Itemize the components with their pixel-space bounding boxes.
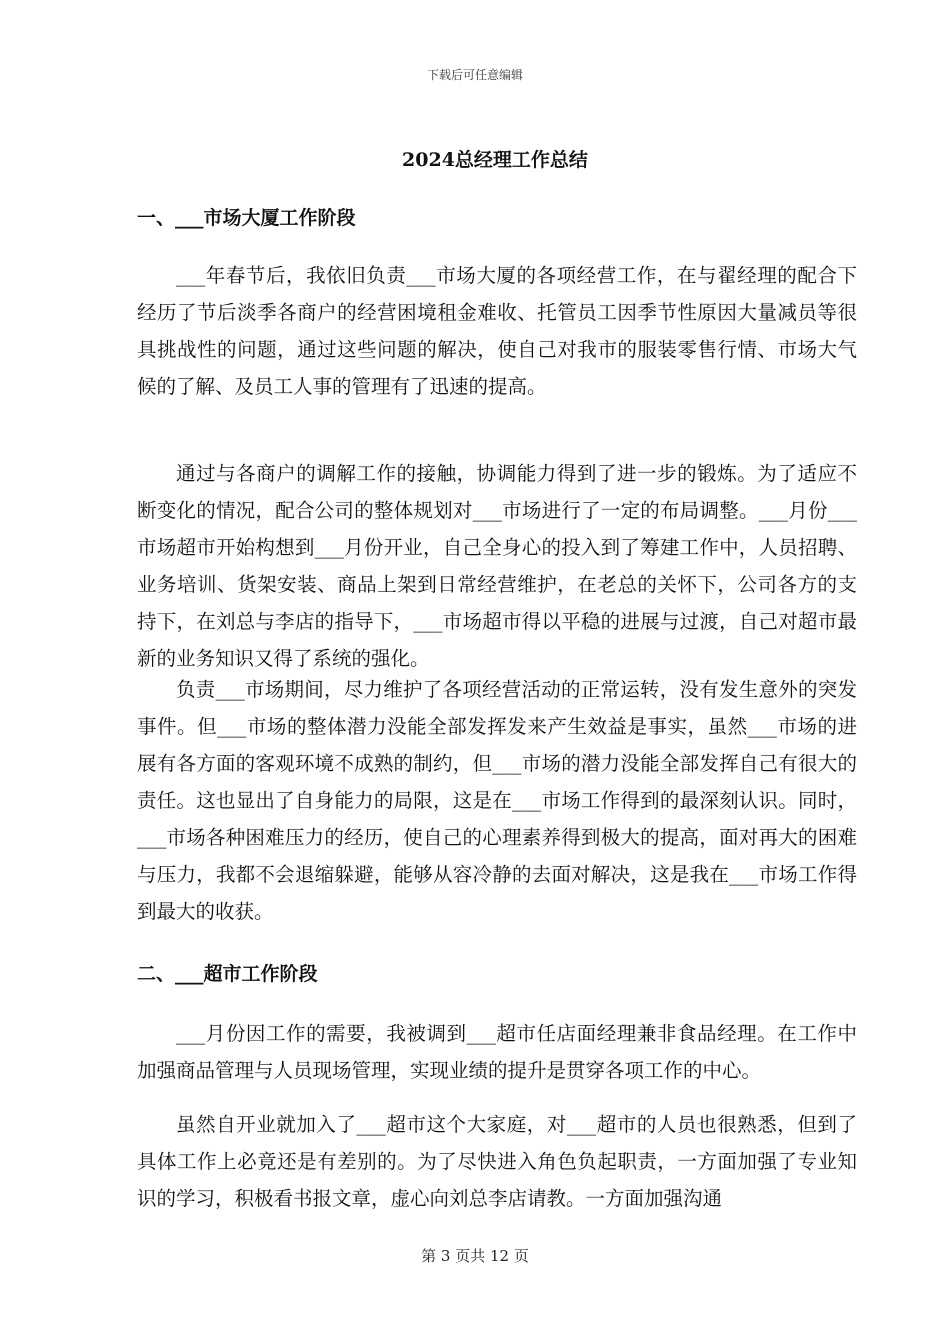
paragraph-1-3: 负责___市场期间，尽力维护了各项经营活动的正常运转，没有发生意外的突发事件。但___市场的整体潜力没能全部发挥发来产生效益是事实，虽然___市场的进展有各方面的客观环境不成熟的制约，但___市场的潜力没能全部发挥自己有很大的责任。这也显出了自身能力的局限，这是在___市场工作得到的最深刻认识。同时，___市场各种困难压力的经历，使自己的心理素养得到极大的提高，面对再大的困难与压力，我都不会退缩躲避，能够从容冷静的去面对解决，这是我在___市场工作得到最大的收获。 xyxy=(137,678,857,923)
paragraph-1-2: 通过与各商户的调解工作的接触，协调能力得到了进一步的锻炼。为了适应不断变化的情况，配合公司的整体规划对___市场进行了一定的布局调整。___月份___市场超市开始构想到___月份开业，自己全身心的投入到了筹建工作中，人员招聘、业务培训、货架安装、商品上架到日常经营维护，在老总的关怀下，公司各方的支持下，在刘总与李店的指导下，___市场超市得以平稳的进展与过渡，自己对超市最新的业务知识又得了系统的强化。 xyxy=(137,462,857,670)
paragraph-2-1: ___月份因工作的需要，我被调到___超市任店面经理兼非食品经理。在工作中加强商品管理与人员现场管理，实现业绩的提升是贯穿各项工作的中心。 xyxy=(137,1022,857,1082)
document-title: 2024总经理工作总结 xyxy=(402,149,588,171)
paragraph-1-1: ___年春节后，我依旧负责___市场大厦的各项经营工作，在与翟经理的配合下经历了节后淡季各商户的经营困境租金难收、托管员工因季节性原因大量减员等很具挑战性的问题，通过这些问题的解决，使自己对我市的服装零售行情、市场大气候的了解、及员工人事的管理有了迅速的提高。 xyxy=(137,264,857,398)
section-heading-2: 二、___超市工作阶段 xyxy=(137,963,318,985)
paragraph-2-2: 虽然自开业就加入了___超市这个大家庭，对___超市的人员也很熟悉，但到了具体工作上必竟还是有差别的。为了尽快进入角色负起职责，一方面加强了专业知识的学习，积极看书报文章，虚心向刘总李店请教。一方面加强沟通 xyxy=(137,1113,857,1210)
header-note: 下载后可任意编辑 xyxy=(426,68,523,82)
section-heading-1: 一、___市场大厦工作阶段 xyxy=(137,207,356,229)
page-number: 第 3 页共 12 页 xyxy=(421,1247,529,1265)
